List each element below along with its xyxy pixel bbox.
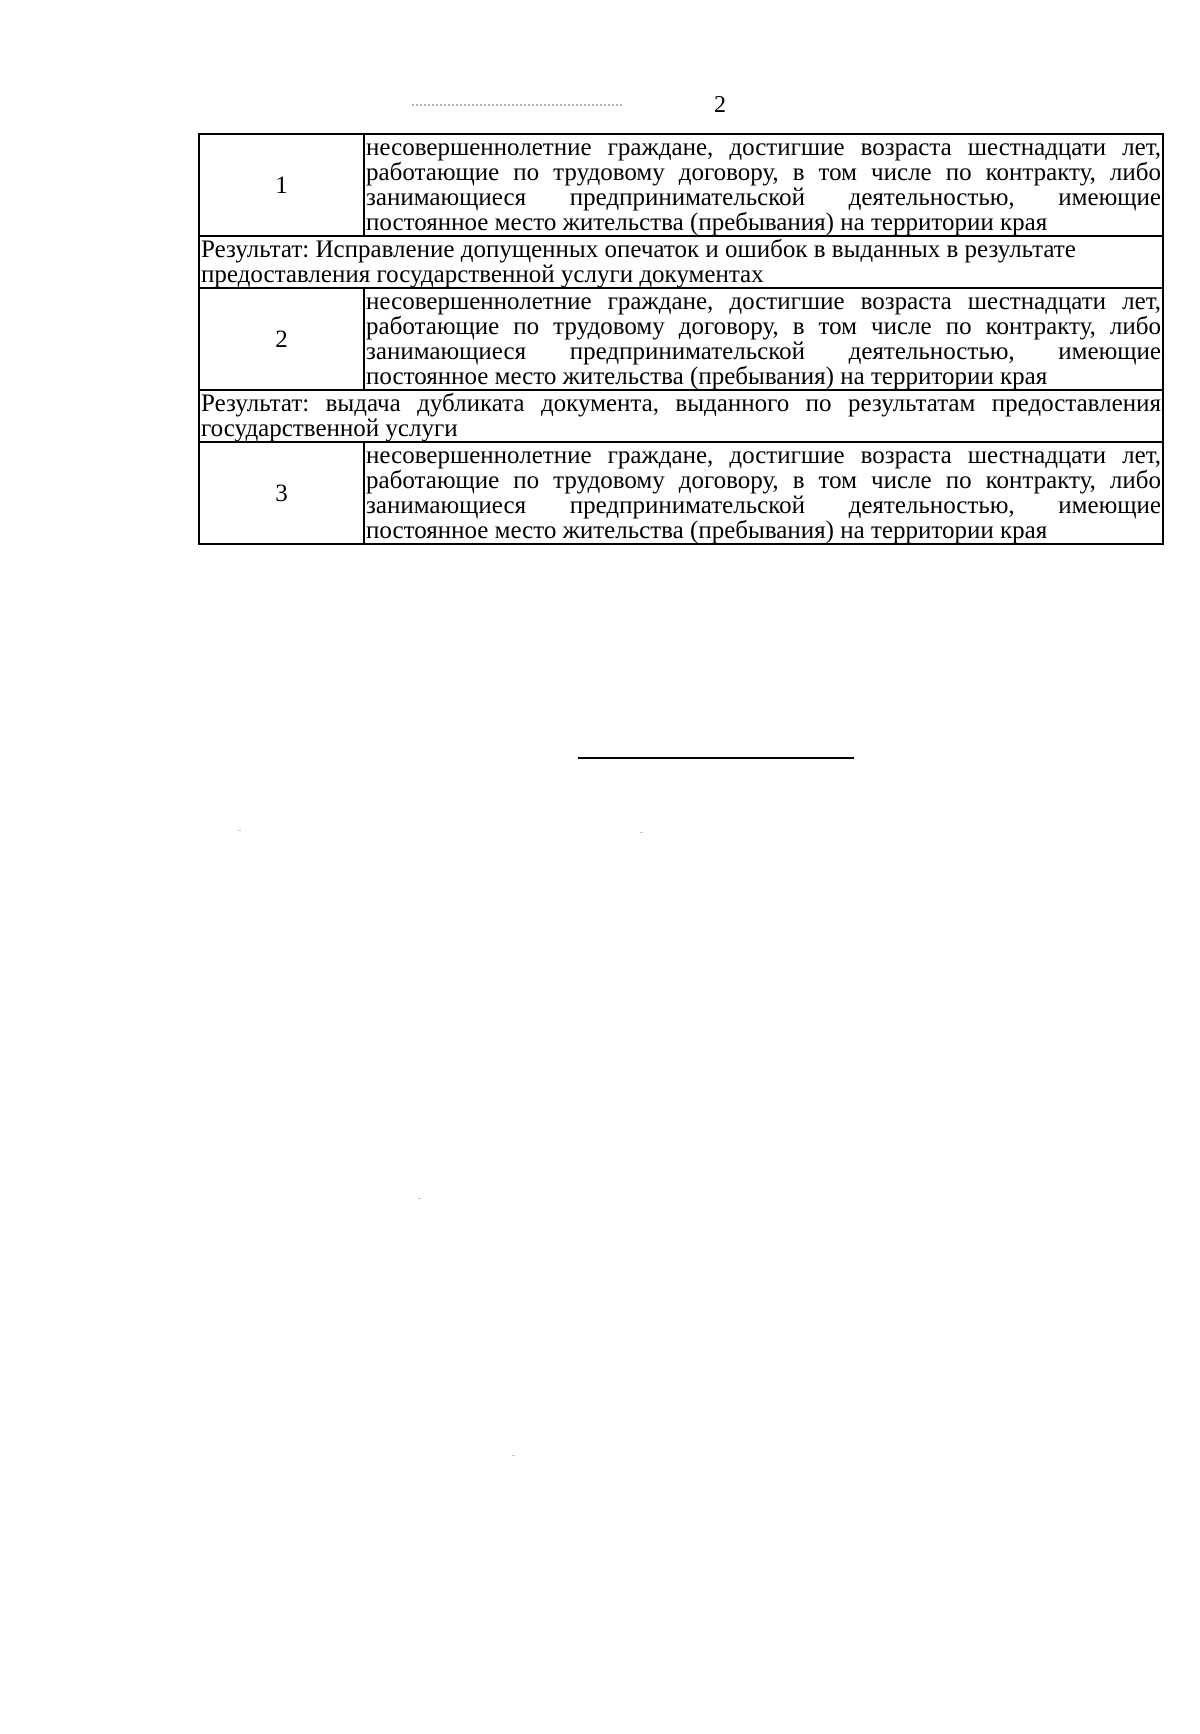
scan-speck (640, 832, 643, 833)
result-text (199, 236, 1163, 288)
table-row-variant-3 (199, 442, 1163, 544)
variant-description: несовершеннолетние граждане, достигшие возраста шестнадцати лет, работающие по трудовому договору, в том числе по контракту, либо занимающиеся предпринимательской деятельностью, имеющие постоянное место жительства (пребывания) на территории края (366, 442, 1161, 544)
table-row-result-2 (199, 390, 1163, 442)
page-number: 2 (714, 92, 726, 118)
scan-speck (238, 830, 241, 831)
variant-description: несовершеннолетние граждане, достигшие возраста шестнадцати лет, работающие по трудовому договору, в том числе по контракту, либо занимающиеся предпринимательской деятельностью, имеющие постоянное место жительства (пребывания) на территории края (366, 288, 1161, 390)
table-row-result-1 (199, 236, 1163, 288)
header-scan-marks (412, 104, 622, 108)
variant-number: 3 (199, 442, 364, 544)
result-text-content: Результат: выдача дубликата документа, выданного по результатам предоставления государственной услуги (201, 390, 1161, 442)
variant-number: 2 (199, 288, 364, 390)
scan-speck (512, 1455, 515, 1456)
end-of-document-rule (578, 757, 854, 759)
table-row-variant-2 (199, 288, 1163, 390)
variants-table (198, 133, 1164, 545)
variant-number: 1 (199, 134, 364, 236)
variant-description: несовершеннолетние граждане, достигшие возраста шестнадцати лет, работающие по трудовому договору, в том числе по контракту, либо занимающиеся предпринимательской деятельностью, имеющие постоянное место жительства (пребывания) на территории края (366, 134, 1161, 236)
table-row-variant-1 (199, 134, 1163, 236)
result-text-content: Результат: Исправление допущенных опечаток и ошибок в выданных в результате предоставления государственной услуги документах (201, 236, 1076, 288)
result-text (199, 390, 1163, 442)
scan-speck (418, 1198, 421, 1199)
